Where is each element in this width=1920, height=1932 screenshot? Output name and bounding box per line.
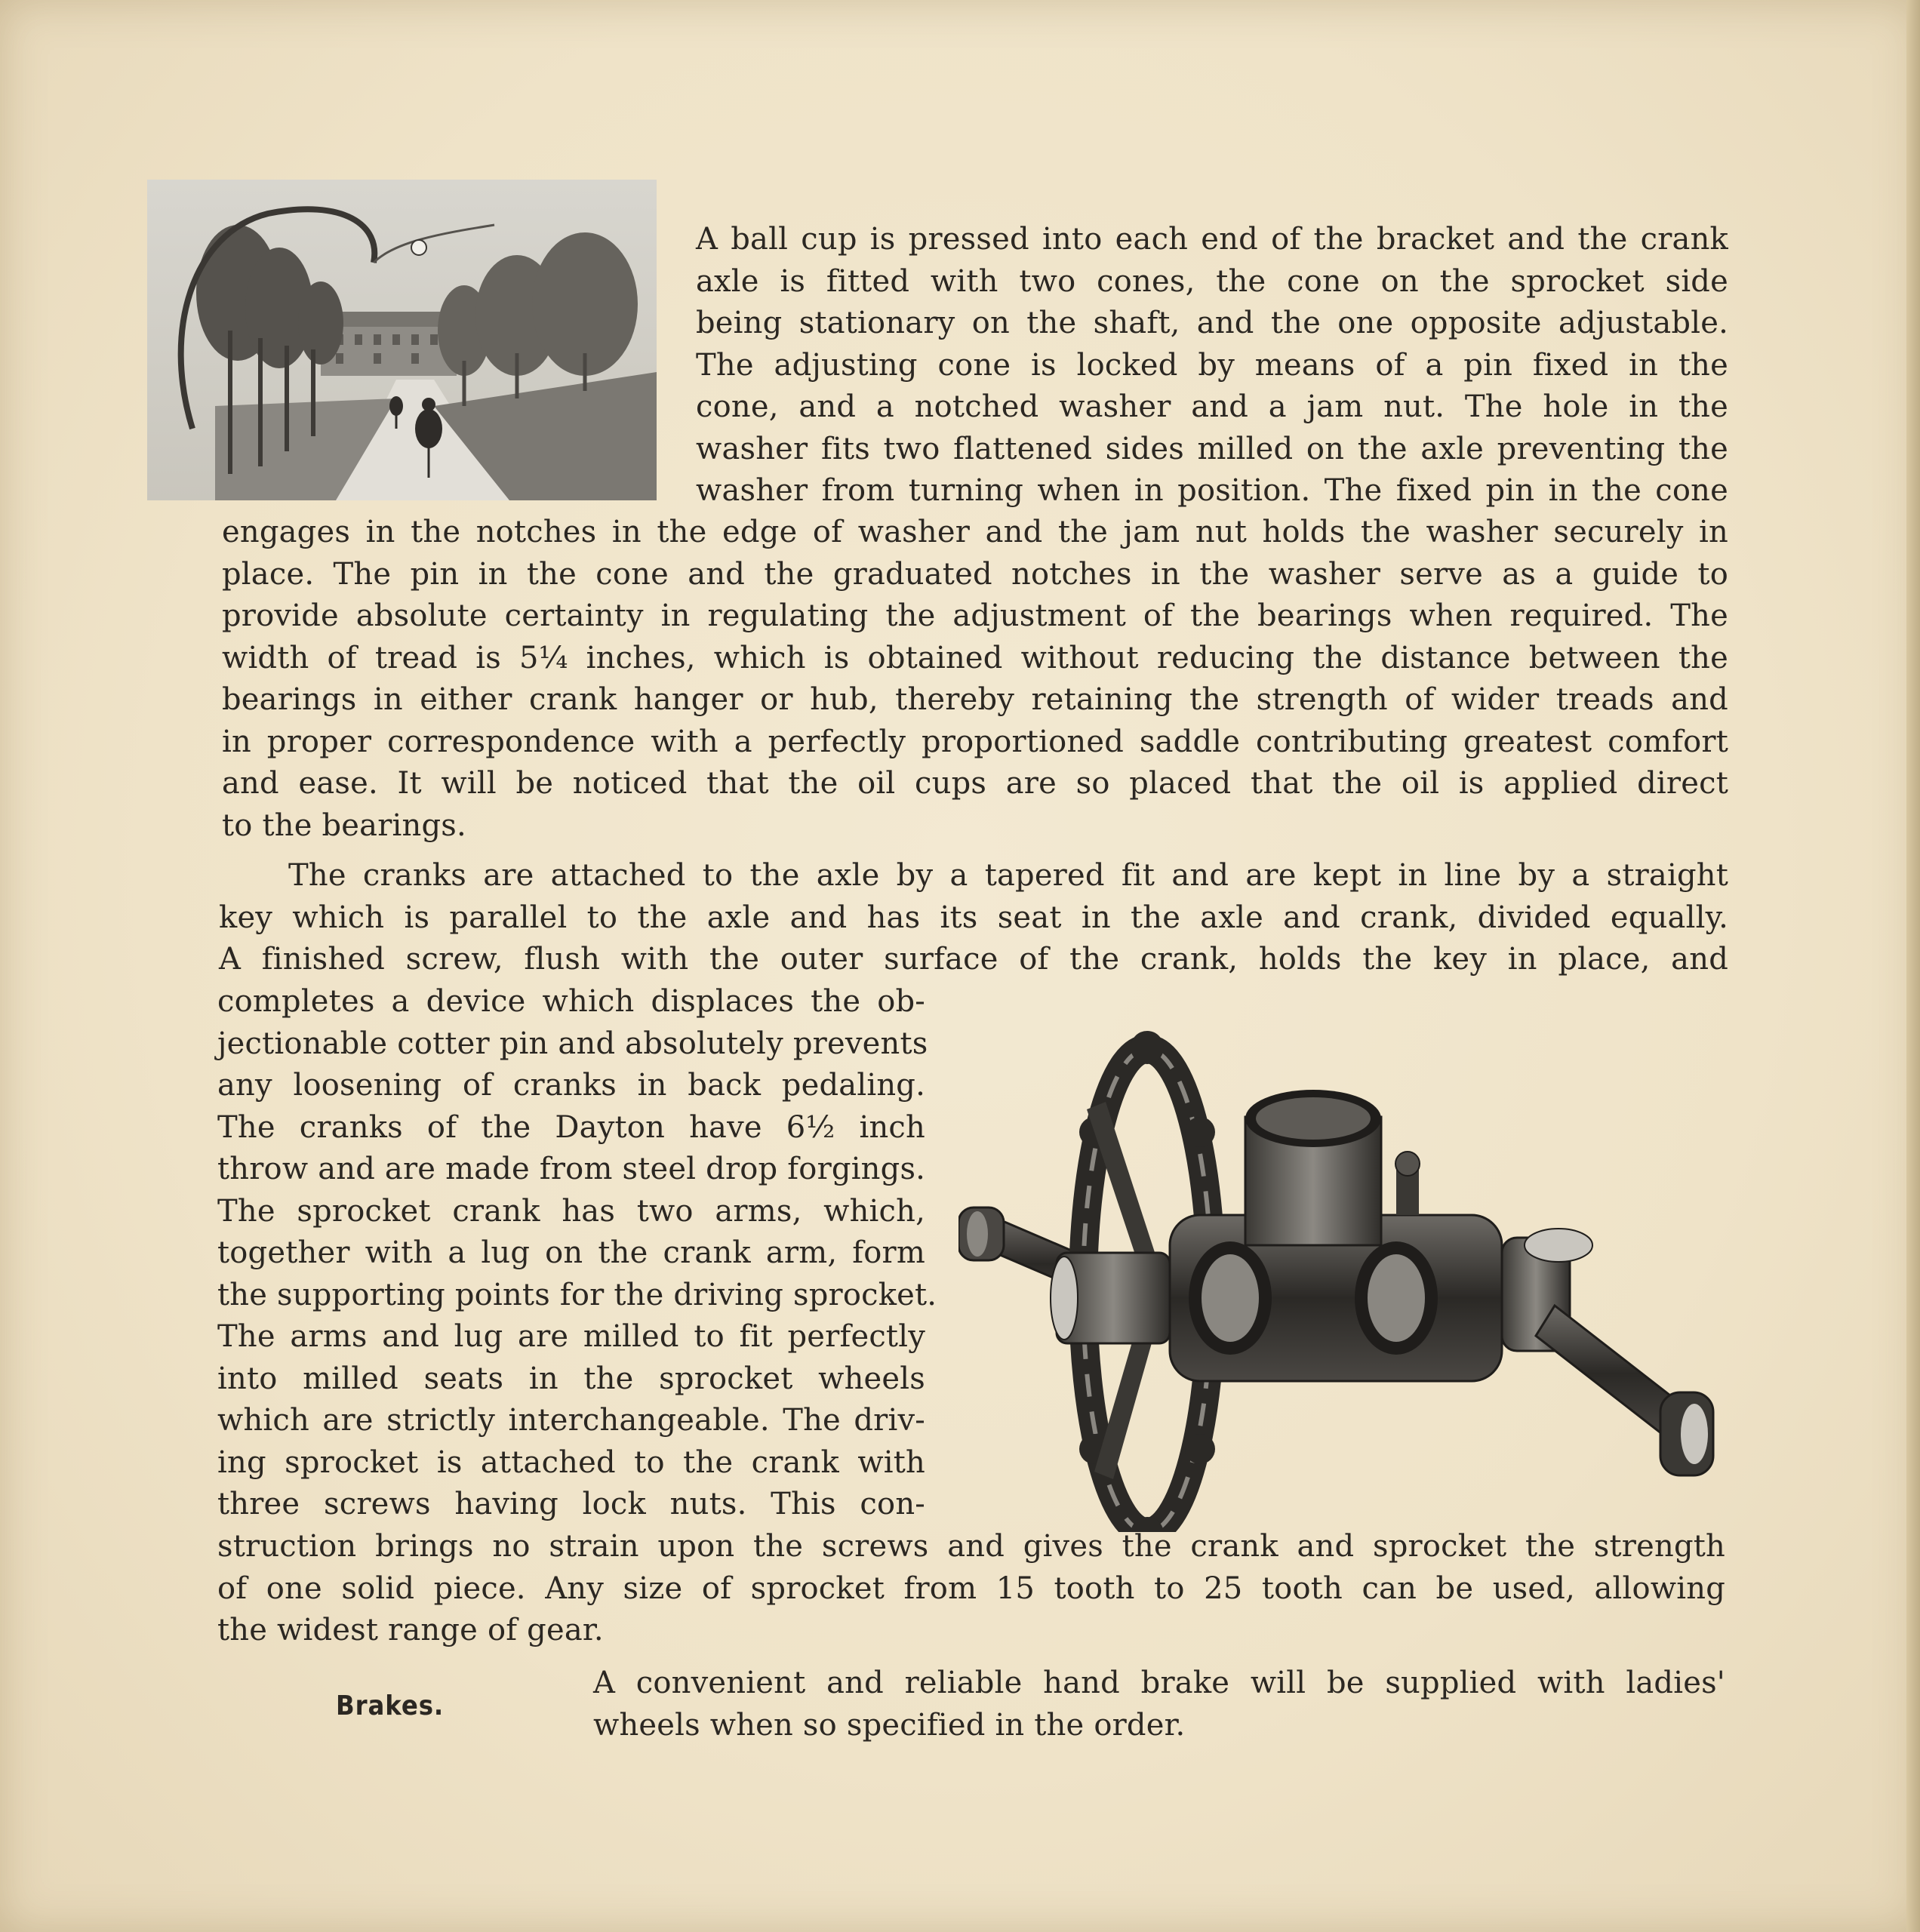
text-line: The sprocket crank has two arms, which,	[217, 1193, 925, 1229]
cycling-road-vignette-image	[147, 180, 657, 500]
text-line: together with a lug on the crank arm, form	[217, 1235, 925, 1270]
text-line: to the bearings.	[222, 808, 466, 843]
text-line: any loosening of cranks in back pedaling.	[217, 1068, 925, 1103]
text-line: width of tread is 5¼ inches, which is obtained without reducing the distance between the	[222, 640, 1728, 675]
text-line: The cranks of the Dayton have 6½ inch	[217, 1109, 925, 1145]
text-line: and ease. It will be noticed that the oil cups are so placed that the oil is applied direct	[222, 766, 1728, 801]
page-edge	[1906, 0, 1920, 1932]
text-line: three screws having lock nuts. This con-	[217, 1487, 925, 1521]
text-line: washer fits two flattened sides milled on the axle preventing the	[696, 431, 1728, 466]
text-line: key which is parallel to the axle and has its seat in the axle and crank, divided equally.	[219, 900, 1728, 935]
text-line: ing sprocket is attached to the crank with	[217, 1444, 925, 1480]
text-line: cone, and a notched washer and a jam nut. The hole in the	[696, 389, 1728, 424]
text-line: being stationary on the shaft, and the one opposite adjustable.	[696, 306, 1728, 340]
text-line: throw and are made from steel drop forgings.	[217, 1152, 926, 1186]
paragraph-1-body	[222, 512, 1728, 847]
brakes-paragraph	[593, 1663, 1725, 1746]
text-line: which are strictly interchangeable. The driv-	[217, 1403, 925, 1438]
text-line: A ball cup is pressed into each end of the bracket and the crank	[696, 222, 1728, 257]
text-line: completes a device which displaces the ob-	[217, 984, 925, 1019]
paragraph-2-column	[217, 981, 937, 1526]
paragraph-1-intro	[696, 219, 1728, 512]
text-line: into milled seats in the sprocket wheels	[217, 1361, 925, 1396]
text-line: wheels when so specified in the order.	[593, 1707, 1186, 1743]
text-line: The cranks are attached to the axle by a tapered fit and are kept in line by a straight	[288, 858, 1728, 893]
text-line: of one solid piece. Any size of sprocket from 15 tooth to 25 tooth can be used, allowing	[217, 1571, 1725, 1606]
text-line: the widest range of gear.	[217, 1613, 604, 1647]
paragraph-2-end	[217, 1526, 1725, 1652]
text-line: the supporting points for the driving sprocket.	[217, 1277, 937, 1312]
paragraph-2-body	[219, 855, 1728, 981]
text-line: The adjusting cone is locked by means of a pin fixed in the	[696, 347, 1728, 383]
text-line: axle is fitted with two cones, the cone on the sprocket side	[696, 263, 1728, 299]
text-line: provide absolute certainty in regulating the adjustment of the bearings when required. The	[222, 598, 1728, 633]
text-line: engages in the notches in the edge of washer and the jam nut holds the washer securely in	[222, 515, 1728, 549]
text-line: The arms and lug are milled to fit perfectly	[217, 1319, 925, 1354]
text-line: A convenient and reliable hand brake will be supplied with ladies'	[593, 1666, 1725, 1700]
brakes-heading: Brakes.	[336, 1690, 445, 1721]
text-line: in proper correspondence with a perfectly proportioned saddle contributing greatest comfort	[222, 724, 1728, 759]
text-line: washer from turning when in position. The fixed pin in the cone	[696, 473, 1728, 508]
text-line: bearings in either crank hanger or hub, thereby retaining the strength of wider treads and	[222, 682, 1728, 717]
crank-hanger-sprocket-image	[958, 989, 1721, 1532]
text-line: place. The pin in the cone and the graduated notches in the washer serve as a guide to	[222, 556, 1728, 592]
text-line: jectionable cotter pin and absolutely prevents	[217, 1026, 928, 1061]
text-line: struction brings no strain upon the screws and gives the crank and sprocket the strength	[217, 1529, 1725, 1564]
text-line: A finished screw, flush with the outer surface of the crank, holds the key in place, and	[219, 942, 1728, 977]
